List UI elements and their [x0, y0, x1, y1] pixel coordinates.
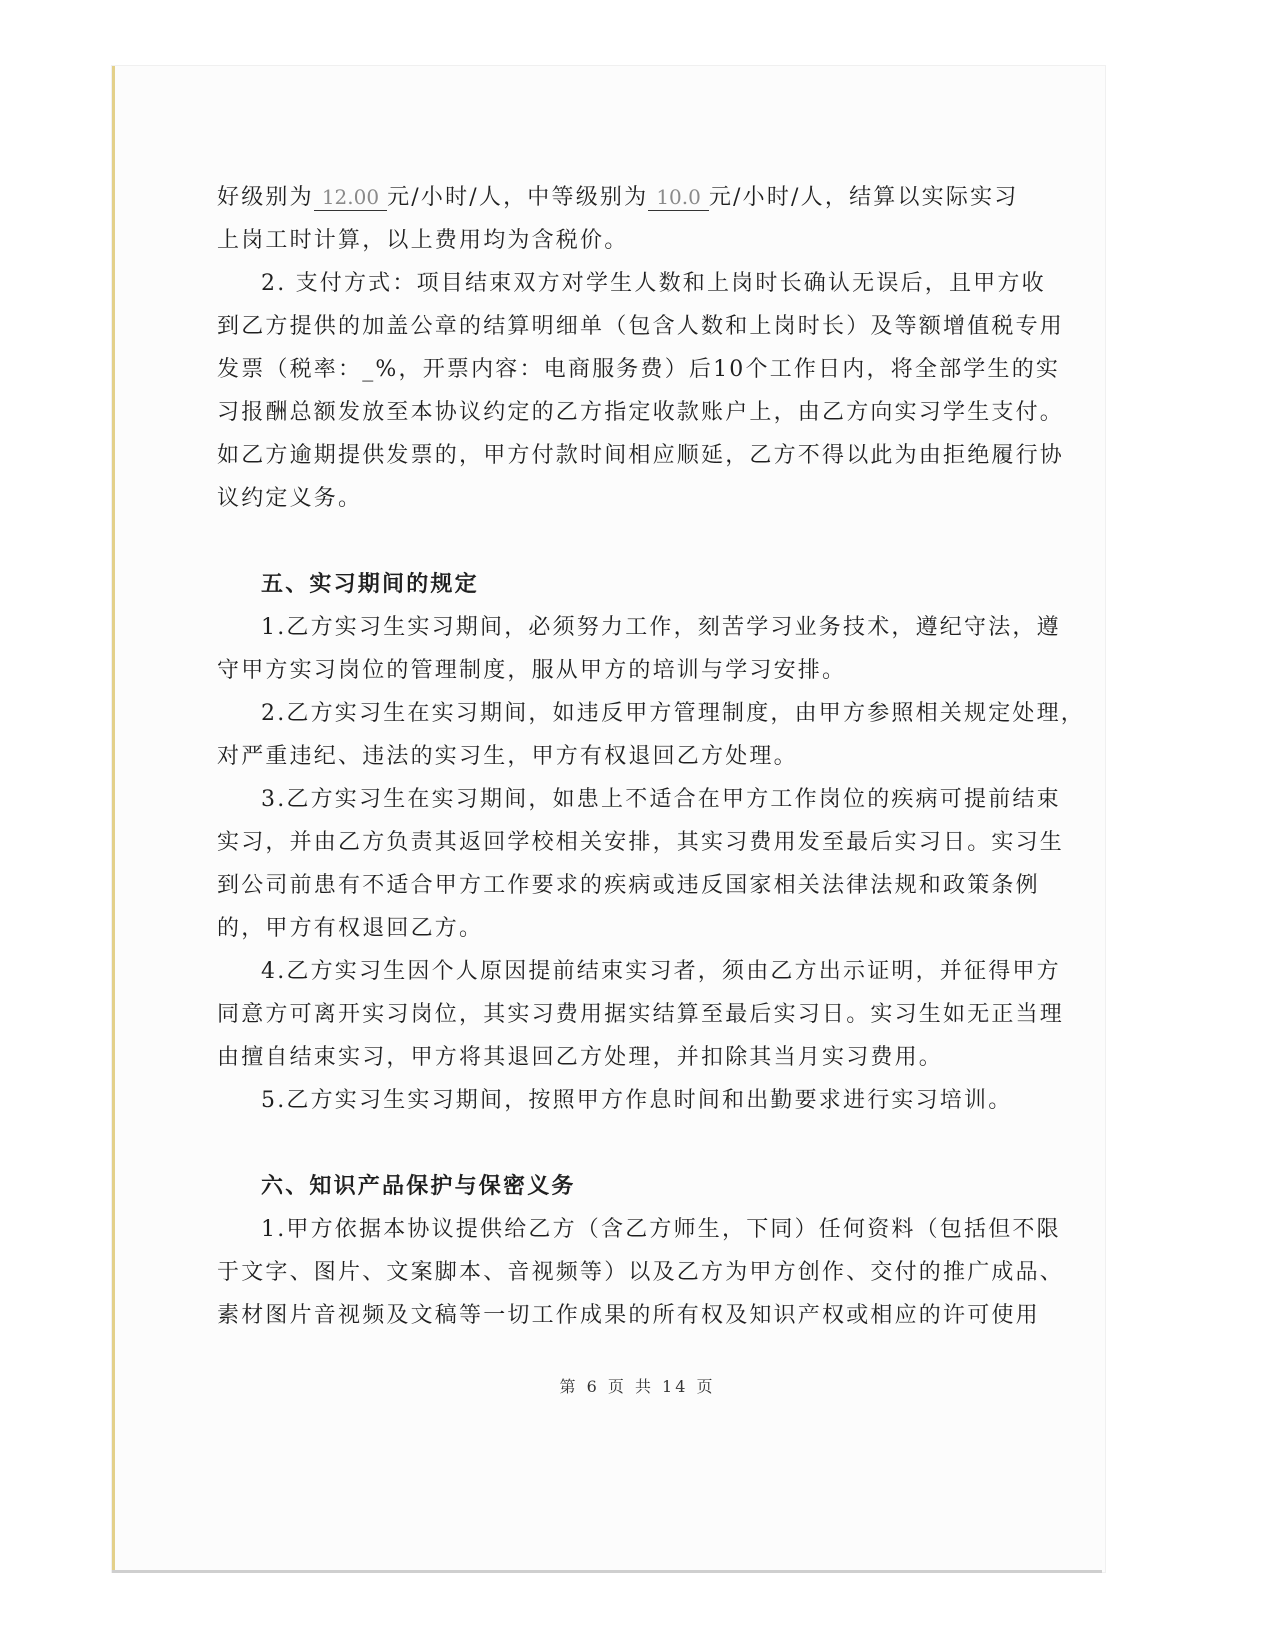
- paragraph-line: 如乙方逾期提供发票的，甲方付款时间相应顺延，乙方不得以此为由拒绝履行协: [217, 443, 1065, 468]
- document-body: [217, 176, 1085, 1337]
- paragraph-line: 素材图片音视频及文稿等一切工作成果的所有权及知识产权或相应的许可使用: [217, 1303, 1040, 1328]
- text: 元/小时/人，结算以实际实习: [708, 185, 1019, 210]
- paragraph-line: 2.乙方实习生在实习期间，如违反甲方管理制度，由甲方参照相关规定处理，: [261, 701, 1085, 726]
- section-heading-5: 五、实习期间的规定: [261, 572, 479, 597]
- paragraph-line: 1.乙方实习生实习期间，必须努力工作，刻苦学习业务技术，遵纪守法，遵: [261, 615, 1061, 640]
- paragraph-line: 上岗工时计算，以上费用均为含税价。: [217, 228, 629, 253]
- paragraph-line: 到乙方提供的加盖公章的结算明细单（包含人数和上岗时长）及等额增值税专用: [217, 314, 1065, 339]
- paragraph-line: [217, 176, 1027, 219]
- paragraph-line: 议约定义务。: [217, 486, 363, 511]
- text: 元/小时/人，中等级别为: [387, 185, 649, 210]
- paragraph-line: 对严重违纪、违法的实习生，甲方有权退回乙方处理。: [217, 744, 798, 769]
- paragraph-line: 4.乙方实习生因个人原因提前结束实习者，须由乙方出示证明，并征得甲方: [261, 959, 1061, 984]
- paragraph-line: 1.甲方依据本协议提供给乙方（含乙方师生，下同）任何资料（包括但不限: [261, 1217, 1061, 1242]
- paragraph-line: 由擅自结束实习，甲方将其退回乙方处理，并扣除其当月实习费用。: [217, 1045, 944, 1070]
- text: 好级别为: [217, 185, 314, 210]
- paragraph-line: 2. 支付方式：项目结束双方对学生人数和上岗时长确认无误后，且甲方收: [261, 271, 1046, 296]
- paragraph-line: 守甲方实习岗位的管理制度，服从甲方的培训与学习安排。: [217, 658, 847, 683]
- paragraph-line: 3.乙方实习生在实习期间，如患上不适合在甲方工作岗位的疾病可提前结束: [261, 787, 1061, 812]
- paragraph-line: 于文字、图片、文案脚本、音视频等）以及乙方为甲方创作、交付的推广成品、: [217, 1260, 1065, 1285]
- fill-in-blank-rate-good: 12.00: [314, 184, 387, 211]
- paragraph-line: 5.乙方实习生实习期间，按照甲方作息时间和出勤要求进行实习培训。: [261, 1088, 1013, 1113]
- paragraph-line: 同意方可离开实习岗位，其实习费用据实结算至最后实习日。实习生如无正当理: [217, 1002, 1065, 1027]
- paragraph-line: 习报酬总额发放至本协议约定的乙方指定收款账户上，由乙方向实习学生支付。: [217, 400, 1065, 425]
- paragraph-line: 实习，并由乙方负责其返回学校相关安排，其实习费用发至最后实习日。实习生: [217, 830, 1065, 855]
- spacer: [217, 520, 1027, 563]
- paragraph-line: 发票（税率：_%，开票内容：电商服务费）后10个工作日内，将全部学生的实: [217, 357, 1061, 382]
- page-edge: [112, 1570, 1102, 1573]
- paragraph-line: 到公司前患有不适合甲方工作要求的疾病或违反国家相关法律法规和政策条例: [217, 873, 1040, 898]
- section-heading-6: 六、知识产品保护与保密义务: [261, 1174, 576, 1199]
- fill-in-blank-rate-medium: 10.0: [648, 184, 709, 211]
- paragraph-line: 的，甲方有权退回乙方。: [217, 916, 484, 941]
- page-number: 第 6 页 共 14 页: [559, 1377, 716, 1396]
- spacer: [217, 1122, 1027, 1165]
